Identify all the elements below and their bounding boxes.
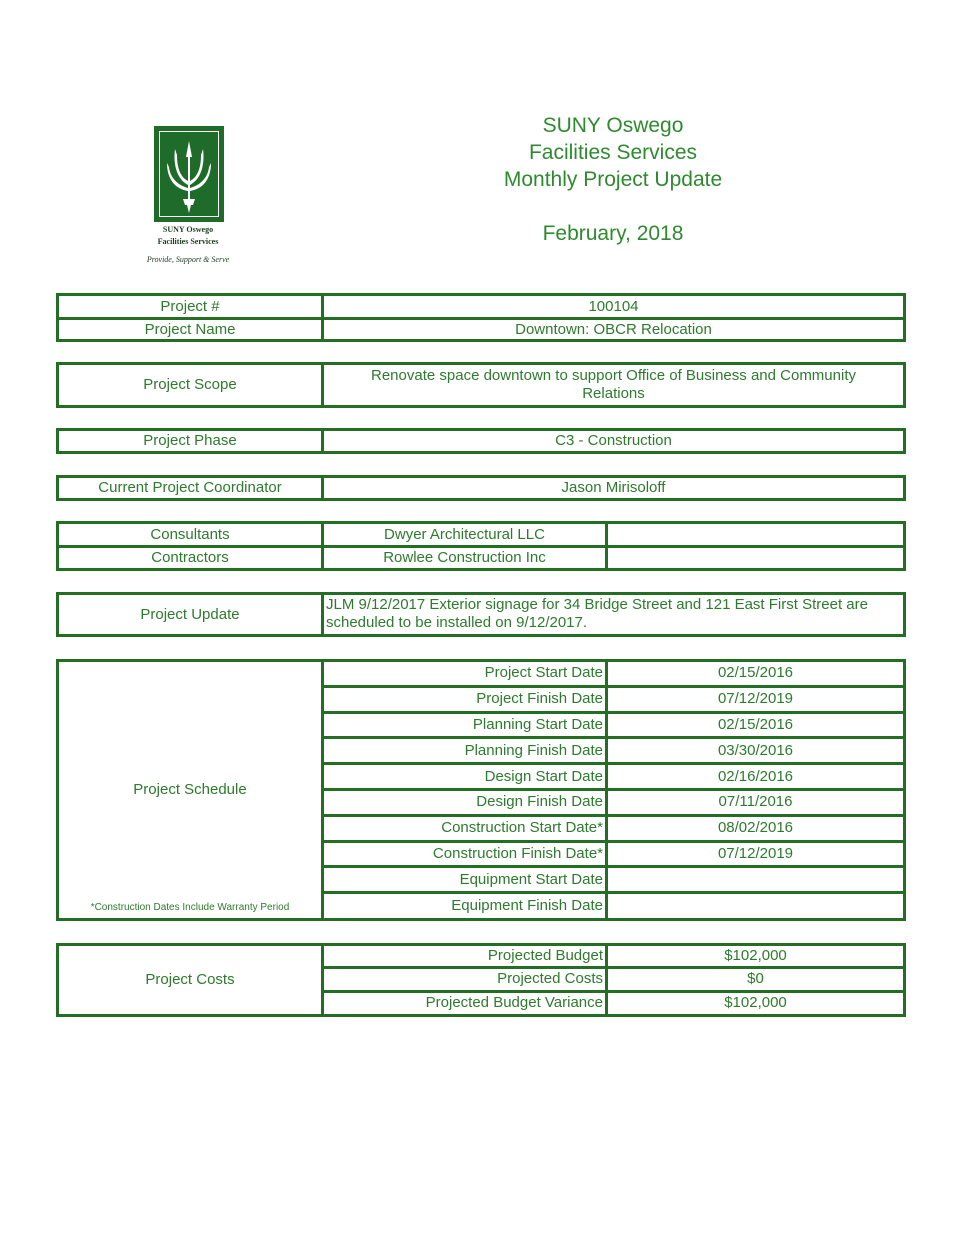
coordinator-label: Current Project Coordinator xyxy=(98,479,282,496)
schedule-row-label: Construction Finish Date* xyxy=(432,844,603,862)
schedule-row-value: 08/02/2016 xyxy=(717,819,794,837)
schedule-row-value: 02/15/2016 xyxy=(717,715,794,733)
consultants-label: Consultants xyxy=(150,525,230,543)
schedule-row-label: Construction Start Date* xyxy=(441,819,603,837)
project-scope-label: Project Scope xyxy=(143,376,237,393)
schedule-row-value: 07/12/2019 xyxy=(717,844,794,862)
project-update-label: Project Update xyxy=(140,605,240,623)
suny-oswego-logo xyxy=(154,126,224,222)
header-org: SUNY Oswego xyxy=(542,114,684,137)
schedule-row-label: Planning Start Date xyxy=(472,715,603,733)
cost-row-value: $0 xyxy=(747,970,764,988)
schedule-row-value xyxy=(608,868,903,891)
project-update-table xyxy=(56,592,906,637)
schedule-row-label: Equipment Start Date xyxy=(459,870,603,888)
schedule-row-value: 07/11/2016 xyxy=(718,793,793,811)
project-costs-label: Project Costs xyxy=(145,971,235,988)
schedule-row-value xyxy=(608,894,903,917)
vendors-table xyxy=(56,521,906,571)
project-schedule-label: Project Schedule xyxy=(133,781,247,798)
schedule-row-value: 02/16/2016 xyxy=(717,767,794,785)
schedule-row-value: 07/12/2019 xyxy=(717,690,794,708)
project-number-value: 100104 xyxy=(588,297,639,315)
project-costs-table xyxy=(56,943,906,1017)
cost-row-label: Projected Costs xyxy=(497,970,603,988)
schedule-row-label: Design Finish Date xyxy=(476,793,603,811)
contractors-value: Rowlee Construction Inc xyxy=(383,549,546,566)
schedule-row-label: Design Start Date xyxy=(484,767,603,785)
project-name-label: Project Name xyxy=(144,320,236,338)
coordinator-table xyxy=(56,475,906,501)
project-name-value: Downtown: OBCR Relocation xyxy=(515,320,712,338)
schedule-row-value: 03/30/2016 xyxy=(717,741,794,759)
schedule-row-label: Equipment Finish Date xyxy=(451,896,603,914)
contractors-label: Contractors xyxy=(151,549,229,566)
project-scope-value: Renovate space downtown to support Office of Business and Community Relations xyxy=(371,367,856,402)
cost-row-value: $102,000 xyxy=(724,947,787,965)
cost-row-value: $102,000 xyxy=(724,993,787,1011)
project-phase-value: C3 - Construction xyxy=(555,432,672,449)
logo-name-line1: SUNY Oswego xyxy=(162,225,214,234)
schedule-row-value: 02/15/2016 xyxy=(717,664,794,682)
schedule-row-label: Planning Finish Date xyxy=(464,741,603,759)
schedule-row-label: Project Start Date xyxy=(484,664,603,682)
logo-name-line2: Facilities Services xyxy=(157,237,219,246)
cost-row-label: Projected Budget Variance xyxy=(425,993,603,1011)
project-update-value: JLM 9/12/2017 Exterior signage for 34 Bridge Street and 121 East First Street are scheduled to be installed on 9/12/2017. xyxy=(326,596,868,631)
coordinator-value: Jason Mirisoloff xyxy=(561,479,666,496)
header-date: February, 2018 xyxy=(542,222,684,245)
cost-row-label: Projected Budget xyxy=(487,947,603,965)
project-scope-table xyxy=(56,362,906,408)
project-phase-label: Project Phase xyxy=(143,432,237,449)
consultants-value: Dwyer Architectural LLC xyxy=(384,525,545,543)
schedule-warranty-note: *Construction Dates Include Warranty Period xyxy=(90,902,290,913)
project-id-table xyxy=(56,293,906,342)
header-title: Monthly Project Update xyxy=(503,168,723,191)
header-dept: Facilities Services xyxy=(528,141,698,164)
project-phase-table xyxy=(56,428,906,454)
trident-icon xyxy=(155,127,223,221)
project-number-label: Project # xyxy=(160,297,220,315)
logo-tagline: Provide, Support & Serve xyxy=(146,255,230,264)
schedule-row-label: Project Finish Date xyxy=(476,690,603,708)
project-schedule-table xyxy=(56,659,906,921)
